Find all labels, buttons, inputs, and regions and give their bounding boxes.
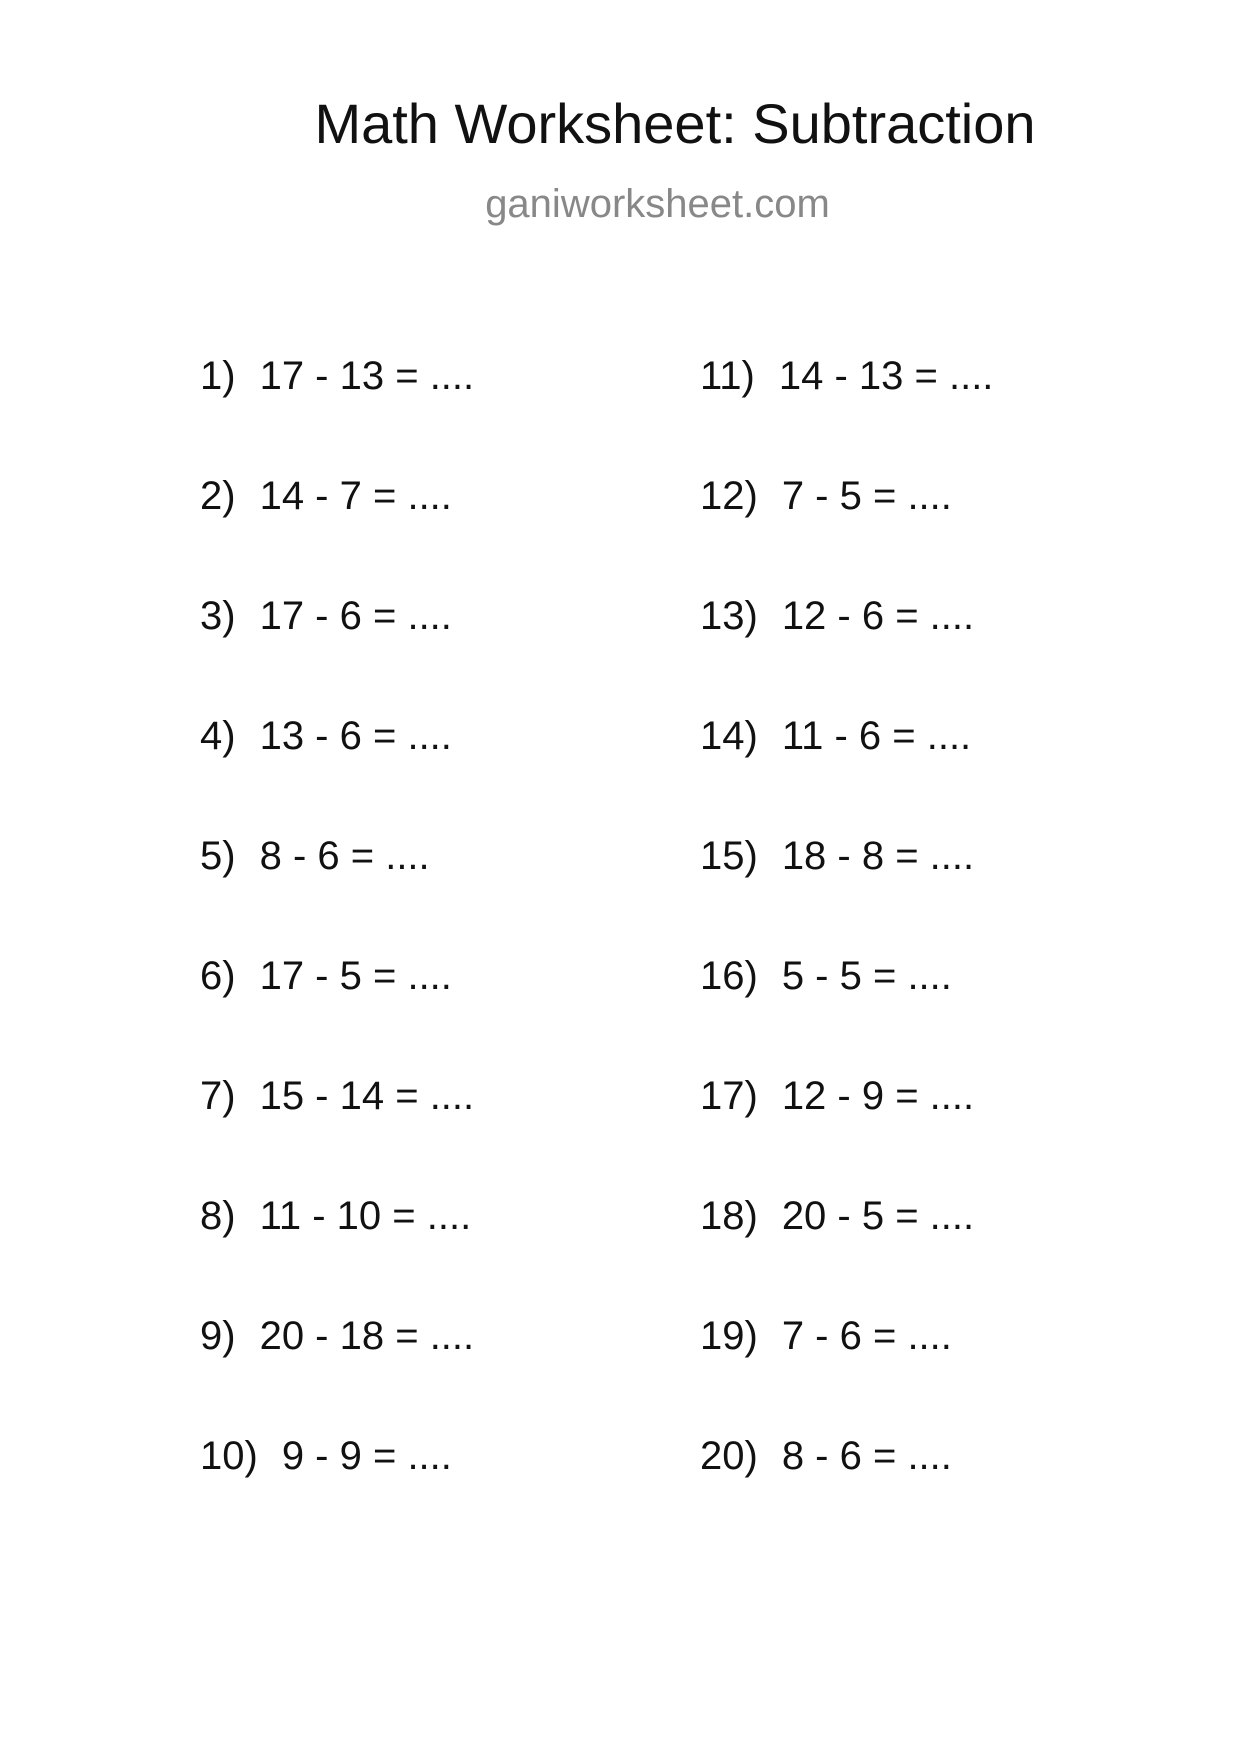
problem-expression: 8 - 6 = ....: [781, 1434, 952, 1478]
problem-expression: 12 - 9 = ....: [781, 1074, 975, 1118]
problem-number: 17): [700, 1074, 758, 1118]
problem-expression: 11 - 10 = ....: [259, 1194, 472, 1238]
problem-expression: 5 - 5 = ....: [781, 954, 952, 998]
problem-expression: 20 - 5 = ....: [781, 1194, 975, 1238]
problem-expression: 17 - 13 = ....: [259, 354, 475, 398]
problem-expression: 7 - 5 = ....: [781, 474, 952, 518]
problem-expression: 20 - 18 = ....: [259, 1314, 475, 1358]
problem-item: [700, 1196, 974, 1236]
problem-item: [700, 356, 993, 396]
problem-number: 12): [700, 474, 758, 518]
problem-item: [200, 716, 452, 756]
problem-item: [200, 956, 452, 996]
problem-expression: 7 - 6 = ....: [781, 1314, 952, 1358]
problem-number: 6): [200, 954, 236, 998]
problem-item: [700, 716, 971, 756]
problem-item: [200, 596, 452, 636]
problem-expression: 14 - 13 = ....: [778, 354, 994, 398]
problem-number: 14): [700, 714, 758, 758]
problem-item: [200, 1436, 452, 1476]
problem-expression: 8 - 6 = ....: [259, 834, 430, 878]
problem-number: 11): [700, 354, 755, 398]
problem-expression: 12 - 6 = ....: [781, 594, 975, 638]
problem-number: 7): [200, 1074, 236, 1118]
problem-expression: 14 - 7 = ....: [259, 474, 452, 518]
problem-expression: 18 - 8 = ....: [781, 834, 975, 878]
problem-number: 8): [200, 1194, 236, 1238]
site-name: ganiworksheet.com: [485, 182, 830, 226]
problem-number: 4): [200, 714, 236, 758]
problem-item: [200, 1196, 471, 1236]
problem-item: [200, 356, 474, 396]
problem-item: [700, 956, 952, 996]
problem-item: [700, 1316, 952, 1356]
problem-item: [700, 476, 952, 516]
problem-number: 2): [200, 474, 236, 518]
problem-number: 15): [700, 834, 758, 878]
problem-number: 3): [200, 594, 236, 638]
problem-expression: 13 - 6 = ....: [259, 714, 452, 758]
problem-expression: 17 - 6 = ....: [259, 594, 452, 638]
problem-item: [200, 1316, 474, 1356]
problem-number: 16): [700, 954, 758, 998]
problem-expression: 15 - 14 = ....: [259, 1074, 475, 1118]
problem-item: [700, 1436, 952, 1476]
page-title: Math Worksheet: Subtraction: [314, 92, 1036, 155]
problem-item: [200, 1076, 474, 1116]
problem-number: 10): [200, 1434, 258, 1478]
problem-number: 20): [700, 1434, 758, 1478]
problem-expression: 17 - 5 = ....: [259, 954, 452, 998]
problem-item: [700, 596, 974, 636]
problem-number: 13): [700, 594, 758, 638]
problem-number: 9): [200, 1314, 236, 1358]
problem-expression: 9 - 9 = ....: [281, 1434, 452, 1478]
problem-item: [700, 836, 974, 876]
problem-item: [200, 836, 430, 876]
problem-number: 18): [700, 1194, 758, 1238]
problem-number: 5): [200, 834, 236, 878]
problem-number: 1): [200, 354, 236, 398]
problem-item: [200, 476, 452, 516]
problem-item: [700, 1076, 974, 1116]
problem-number: 19): [700, 1314, 758, 1358]
problem-expression: 11 - 6 = ....: [781, 714, 972, 758]
